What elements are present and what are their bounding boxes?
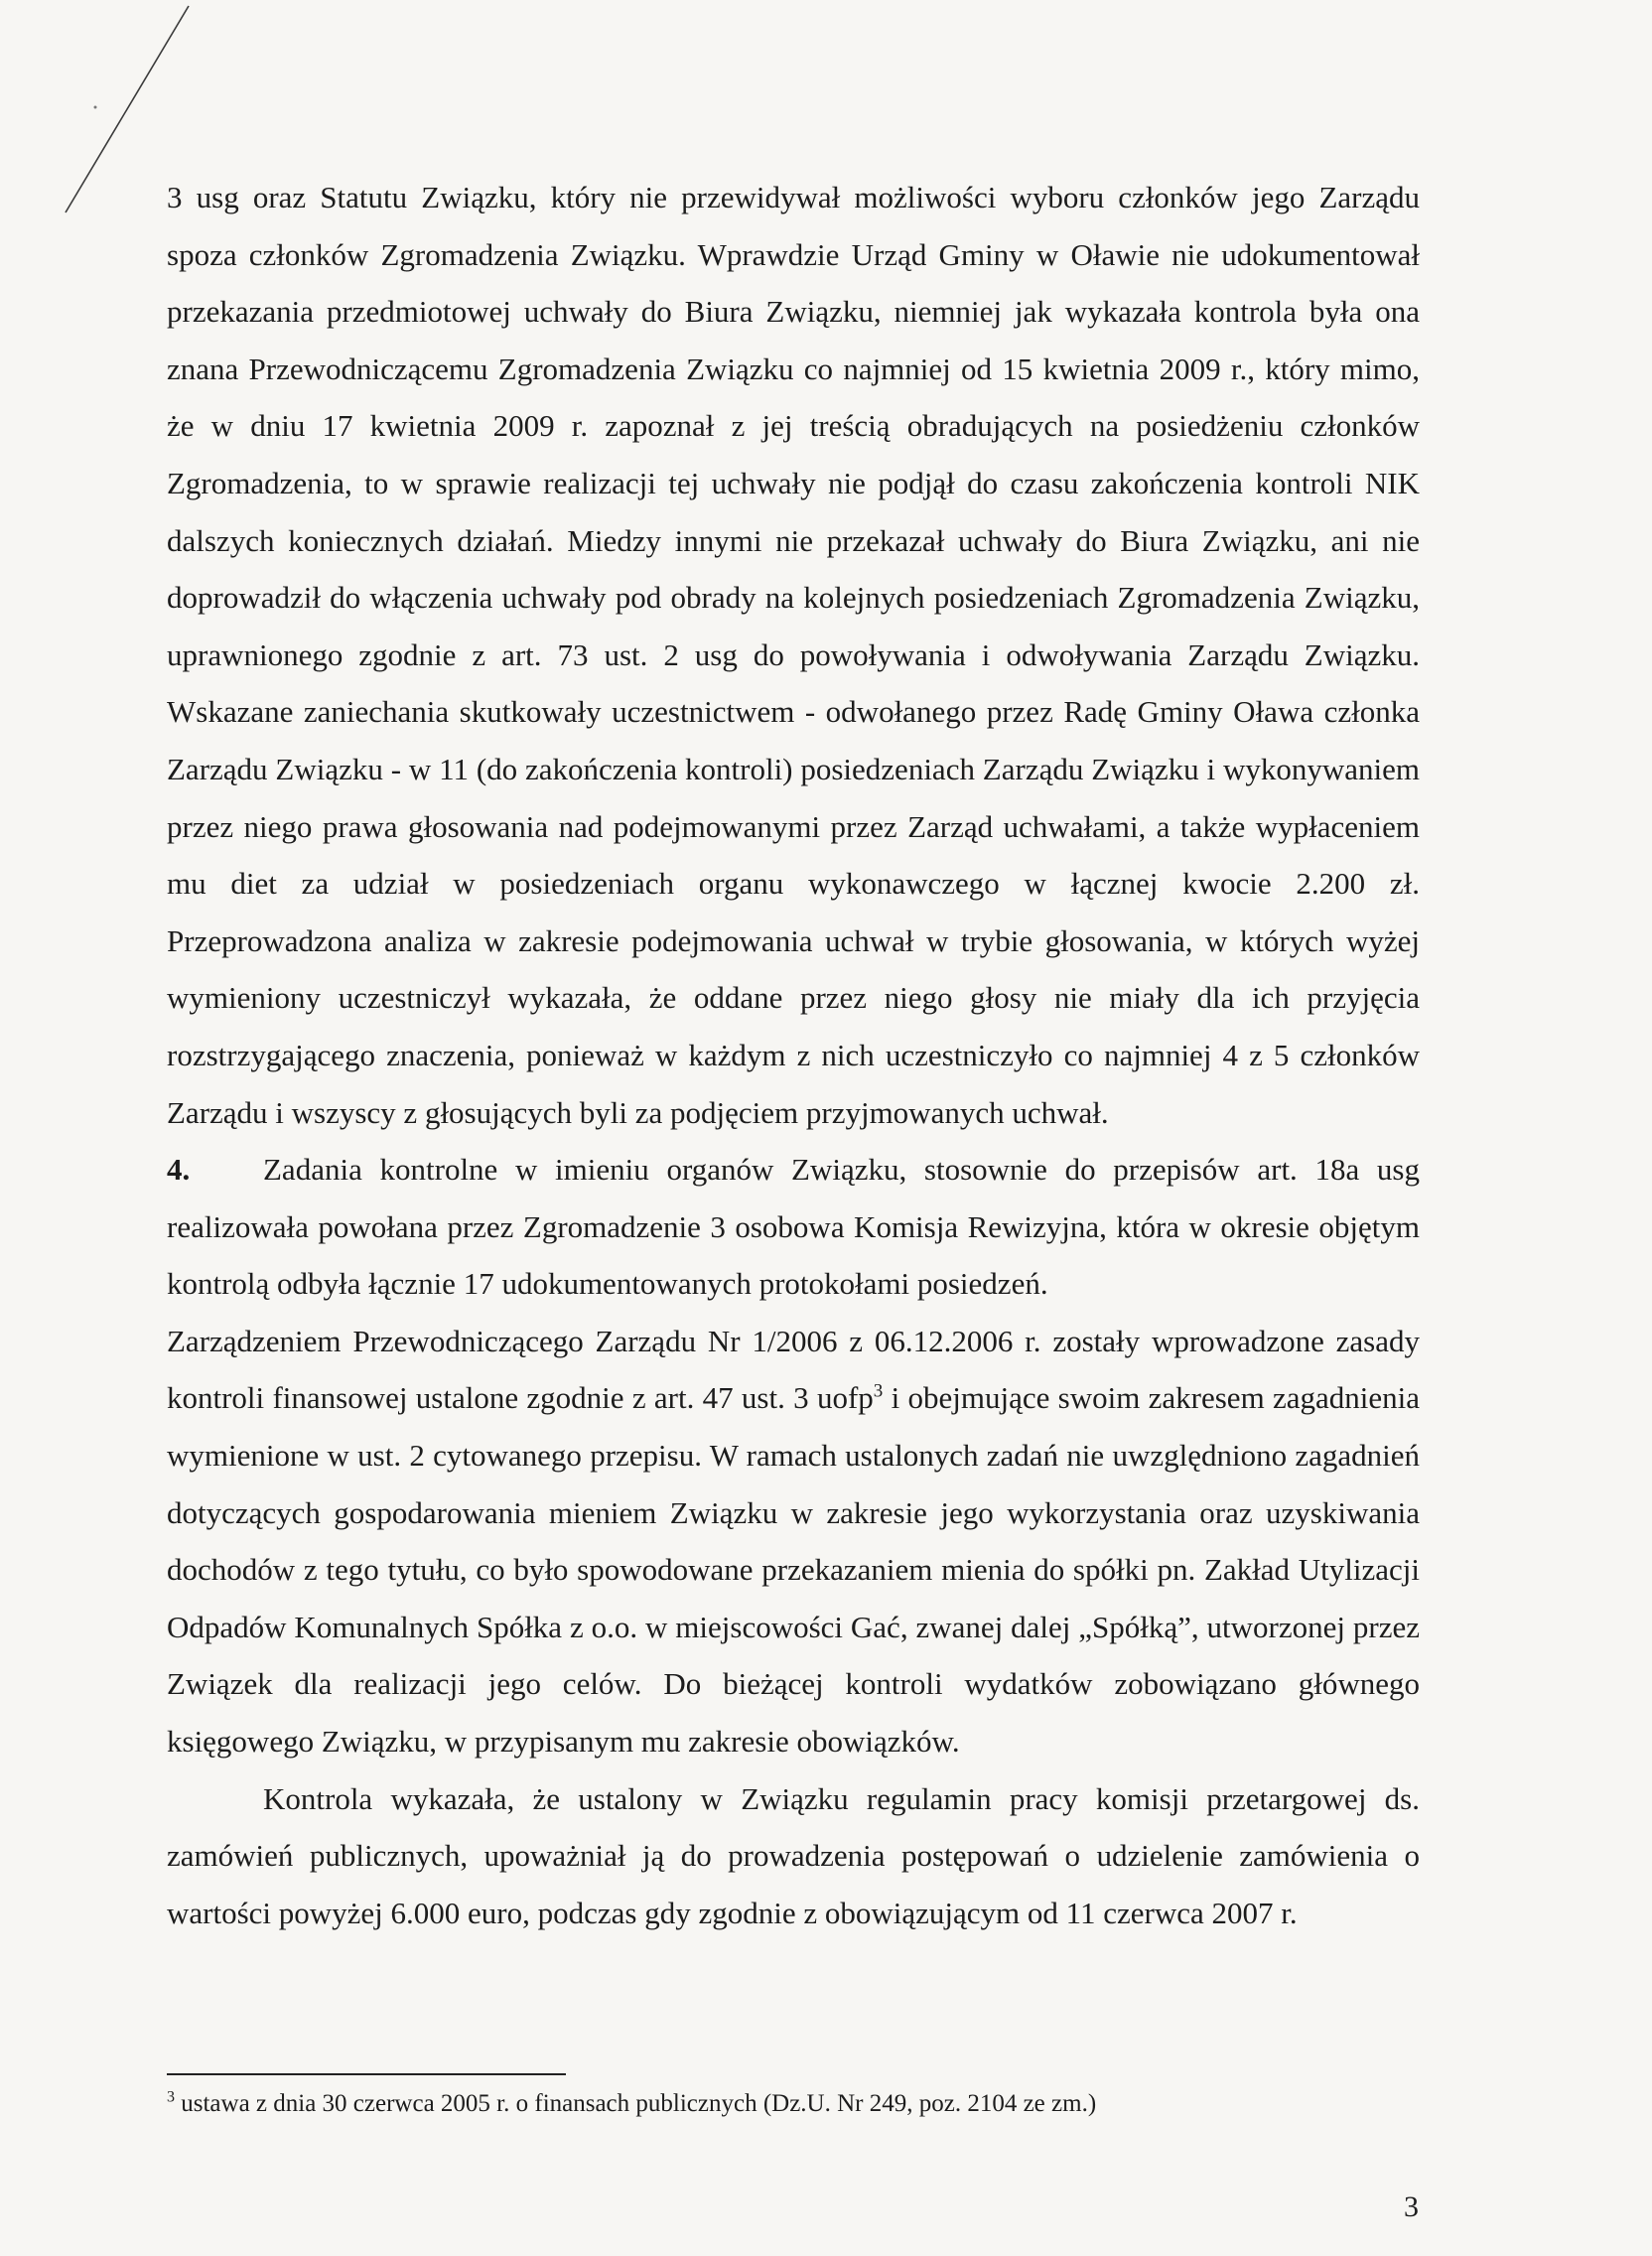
- footnote-text: ustawa z dnia 30 czerwca 2005 r. o finansach publicznych (Dz.U. Nr 249, poz. 2104 ze zm.): [175, 2090, 1097, 2117]
- footnote-separator: [167, 2073, 566, 2075]
- paragraph-text: Kontrola wykazała, że ustalony w Związku regulamin pracy komisji przetargowej ds. zamówień publicznych, upoważniał ją do prowadzenia postępowań o udzielenie zamówienia o wartości powyżej 6.000 euro, podczas gdy zgodnie z obowiązującym od 11 czerwca 2007 r.: [167, 1780, 1420, 1930]
- paragraph-text: Zarządzeniem Przewodniczącego Zarządu Nr 1/2006 z 06.12.2006 r. zostały wprowadzone zasady kontroli finansowej ustalone zgodnie z art. 47 ust. 3 uofp: [167, 1323, 1420, 1416]
- footnote-reference: 3: [873, 1381, 884, 1403]
- paragraph-tender-committee: [167, 1770, 1420, 1942]
- paragraph-text-continued: i obejmujące swoim zakresem zagadnienia wymienione w ust. 2 cytowanego przepisu. W ramach ustalonych zadań nie uwzględniono zagadnień dotyczących gospodarowania mieniem Związku w zakresie jego wykorzystania oraz uzyskiwania dochodów z tego tytułu, co było spowodowane przekazaniem mienia do spółki pn. Zakład Utylizacji Odpadów Komunalnych Spółka z o.o. w miejscowości Gać, zwanej dalej „Spółką”, utworzonej przez Związek dla realizacji jego celów. Do bieżącej kontroli wydatków zobowiązano głównego księgowego Związku, w przypisanym mu zakresie obowiązków.: [167, 1380, 1421, 1760]
- paragraph-financial-control: [167, 1313, 1420, 1770]
- body-text: [167, 169, 1420, 1941]
- section-number: 4.: [167, 1152, 191, 1188]
- paragraph-text: 3 usg oraz Statutu Związku, który nie przewidywał możliwości wyboru członków jego Zarządu spoza członków Zgromadzenia Związku. Wprawdzie Urząd Gminy w Oławie nie udokumentował przekazania przedmiotowej uchwały do Biura Związku, niemniej jak wykazała kontrola była ona znana Przewodniczącemu Zgromadzenia Związku co najmniej od 15 kwietnia 2009 r., który mimo, że w dniu 17 kwietnia 2009 r. zapoznał z jej treścią obradujących na posiedżeniu członków Zgromadzenia, to w sprawie realizacji tej uchwały nie podjął do czasu zakończenia kontroli NIK dalszych koniecznych działań. Miedzy innymi nie przekazał uchwały do Biura Związku, ani nie doprowadził do włączenia uchwały pod obrady na kolejnych posiedzeniach Zgromadzenia Związku, uprawnionego zgodnie z art. 73 ust. 2 usg do powoływania i odwoływania Zarządu Związku. Wskazane zaniechania skutkowały uczestnictwem - odwołanego przez Radę Gminy Oława członka Zarządu Związku - w 11 (do zakończenia kontroli) posiedzeniach Zarządu Związku i wykonywaniem przez niego prawa głosowania nad podejmowanymi przez Zarząd uchwałami, a także wypłaceniem mu diet za udział w posiedzeniach organu wykonawczego w łącznej kwocie 2.200 zł. Przeprowadzona analiza w zakresie podejmowania uchwał w trybie głosowania, w których wyżej wymieniony uczestniczył wykazała, że oddane przez niego głosy nie miały dla ich przyjęcia rozstrzygającego znaczenia, ponieważ w każdym z nich uczestniczyło co najmniej 4 z 5 członków Zarządu i wszyscy z głosujących byli za podjęciem przyjmowanych uchwał.: [167, 180, 1420, 1130]
- paragraph-text: Zadania kontrolne w imieniu organów Związku, stosownie do przepisów art. 18a usg realizowała powołana przez Zgromadzenie 3 osobowa Komisja Rewizyjna, która w okresie objętym kontrolą odbyła łącznie 17 udokumentowanych protokołami posiedzeń.: [167, 1152, 1420, 1302]
- page-number: 3: [1404, 2190, 1419, 2223]
- paragraph-section-4: [167, 1141, 1420, 1313]
- footnote: [167, 2087, 1420, 2121]
- footnote-marker: 3: [167, 2088, 175, 2106]
- paragraph-continuation: [167, 169, 1420, 1141]
